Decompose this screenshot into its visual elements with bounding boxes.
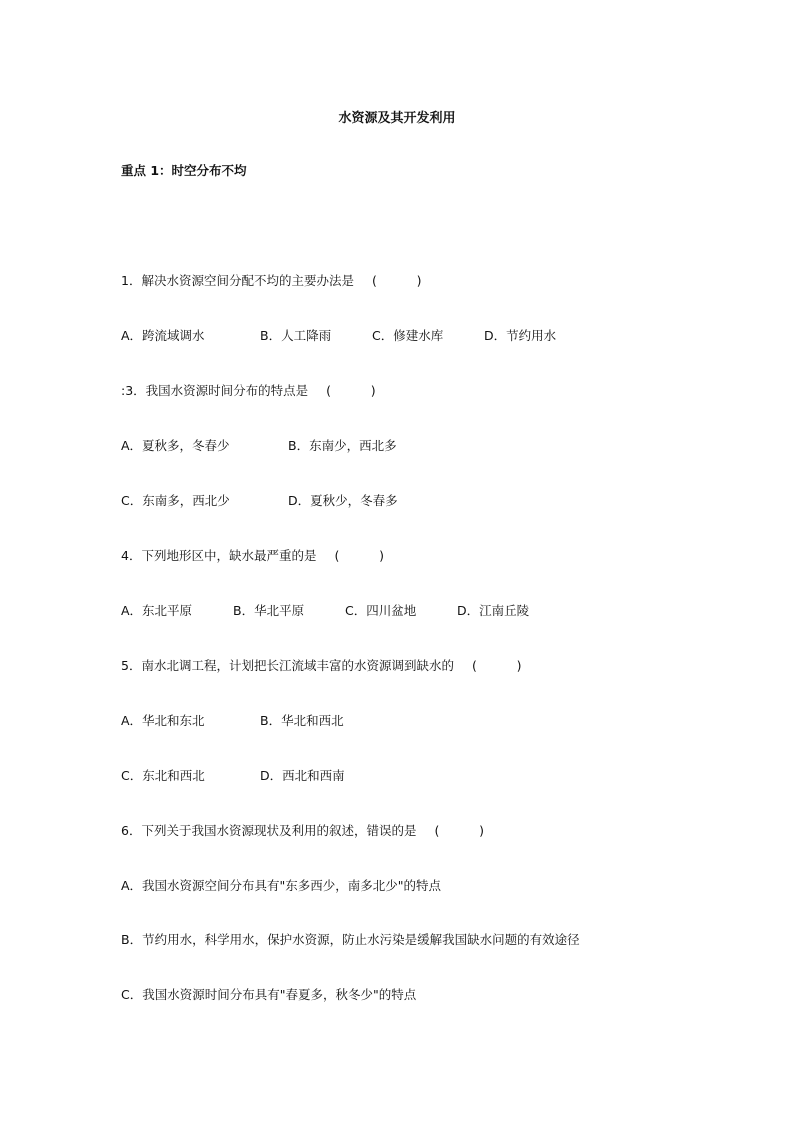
question-stem-text: 5．南水北调工程，计划把长江流域丰富的水资源调到缺水的	[121, 658, 454, 673]
option-d: D．夏秋少，冬春多	[288, 493, 398, 508]
option-c: C．东南多，西北少	[121, 493, 230, 508]
option-b: B．华北平原	[233, 603, 305, 618]
option-c: C．四川盆地	[345, 603, 417, 618]
answer-bracket: ( )	[371, 273, 422, 288]
option-a: A．东北平原	[121, 603, 193, 618]
question-3-stem	[121, 383, 376, 399]
question-5-stem	[121, 658, 521, 674]
answer-bracket: ( )	[326, 383, 376, 398]
question-stem-text: 6．下列关于我国水资源现状及利用的叙述，错误的是	[121, 823, 417, 838]
answer-bracket: ( )	[334, 548, 384, 563]
question-stem-text: 4．下列地形区中，缺水最严重的是	[121, 548, 317, 563]
question-6-option-b: B．节约用水，科学用水，保护水资源，防止水污染是缓解我国缺水问题的有效途径	[121, 932, 580, 947]
option-b: B．东南少，西北多	[288, 438, 397, 453]
question-6-option-c: C．我国水资源时间分布具有"春夏多，秋冬少"的特点	[121, 987, 417, 1002]
option-d: D．西北和西南	[260, 768, 345, 783]
option-a: A．夏秋多，冬春少	[121, 438, 230, 453]
question-5-options-row-1	[121, 713, 344, 729]
option-c: C．修建水库	[372, 328, 444, 343]
question-6-option-a: A．我国水资源空间分布具有"东多西少，南多北少"的特点	[121, 878, 442, 893]
answer-bracket: ( )	[434, 823, 484, 838]
option-d: D．江南丘陵	[457, 603, 530, 618]
section-heading: 重点 1：时空分布不均	[121, 163, 247, 178]
question-3-options-row-1	[121, 438, 397, 454]
question-1-stem	[121, 273, 421, 289]
option-a: A．跨流域调水	[121, 328, 205, 343]
option-d: D．节约用水	[484, 328, 557, 343]
question-stem-text: 1．解决水资源空间分配不均的主要办法是	[121, 273, 354, 288]
question-stem-text: :3．我国水资源时间分布的特点是	[121, 383, 309, 398]
question-5-options-row-2	[121, 768, 345, 784]
question-4-options	[121, 603, 529, 619]
option-c: C．东北和西北	[121, 768, 205, 783]
option-b: B．华北和西北	[260, 713, 344, 728]
document-title: 水资源及其开发利用	[338, 111, 456, 126]
option-a: A．华北和东北	[121, 713, 205, 728]
option-b: B．人工降雨	[260, 328, 332, 343]
question-1-options	[121, 328, 556, 344]
answer-bracket: ( )	[471, 658, 522, 673]
question-3-options-row-2	[121, 493, 398, 509]
question-4-stem	[121, 548, 384, 564]
question-6-stem	[121, 823, 484, 839]
